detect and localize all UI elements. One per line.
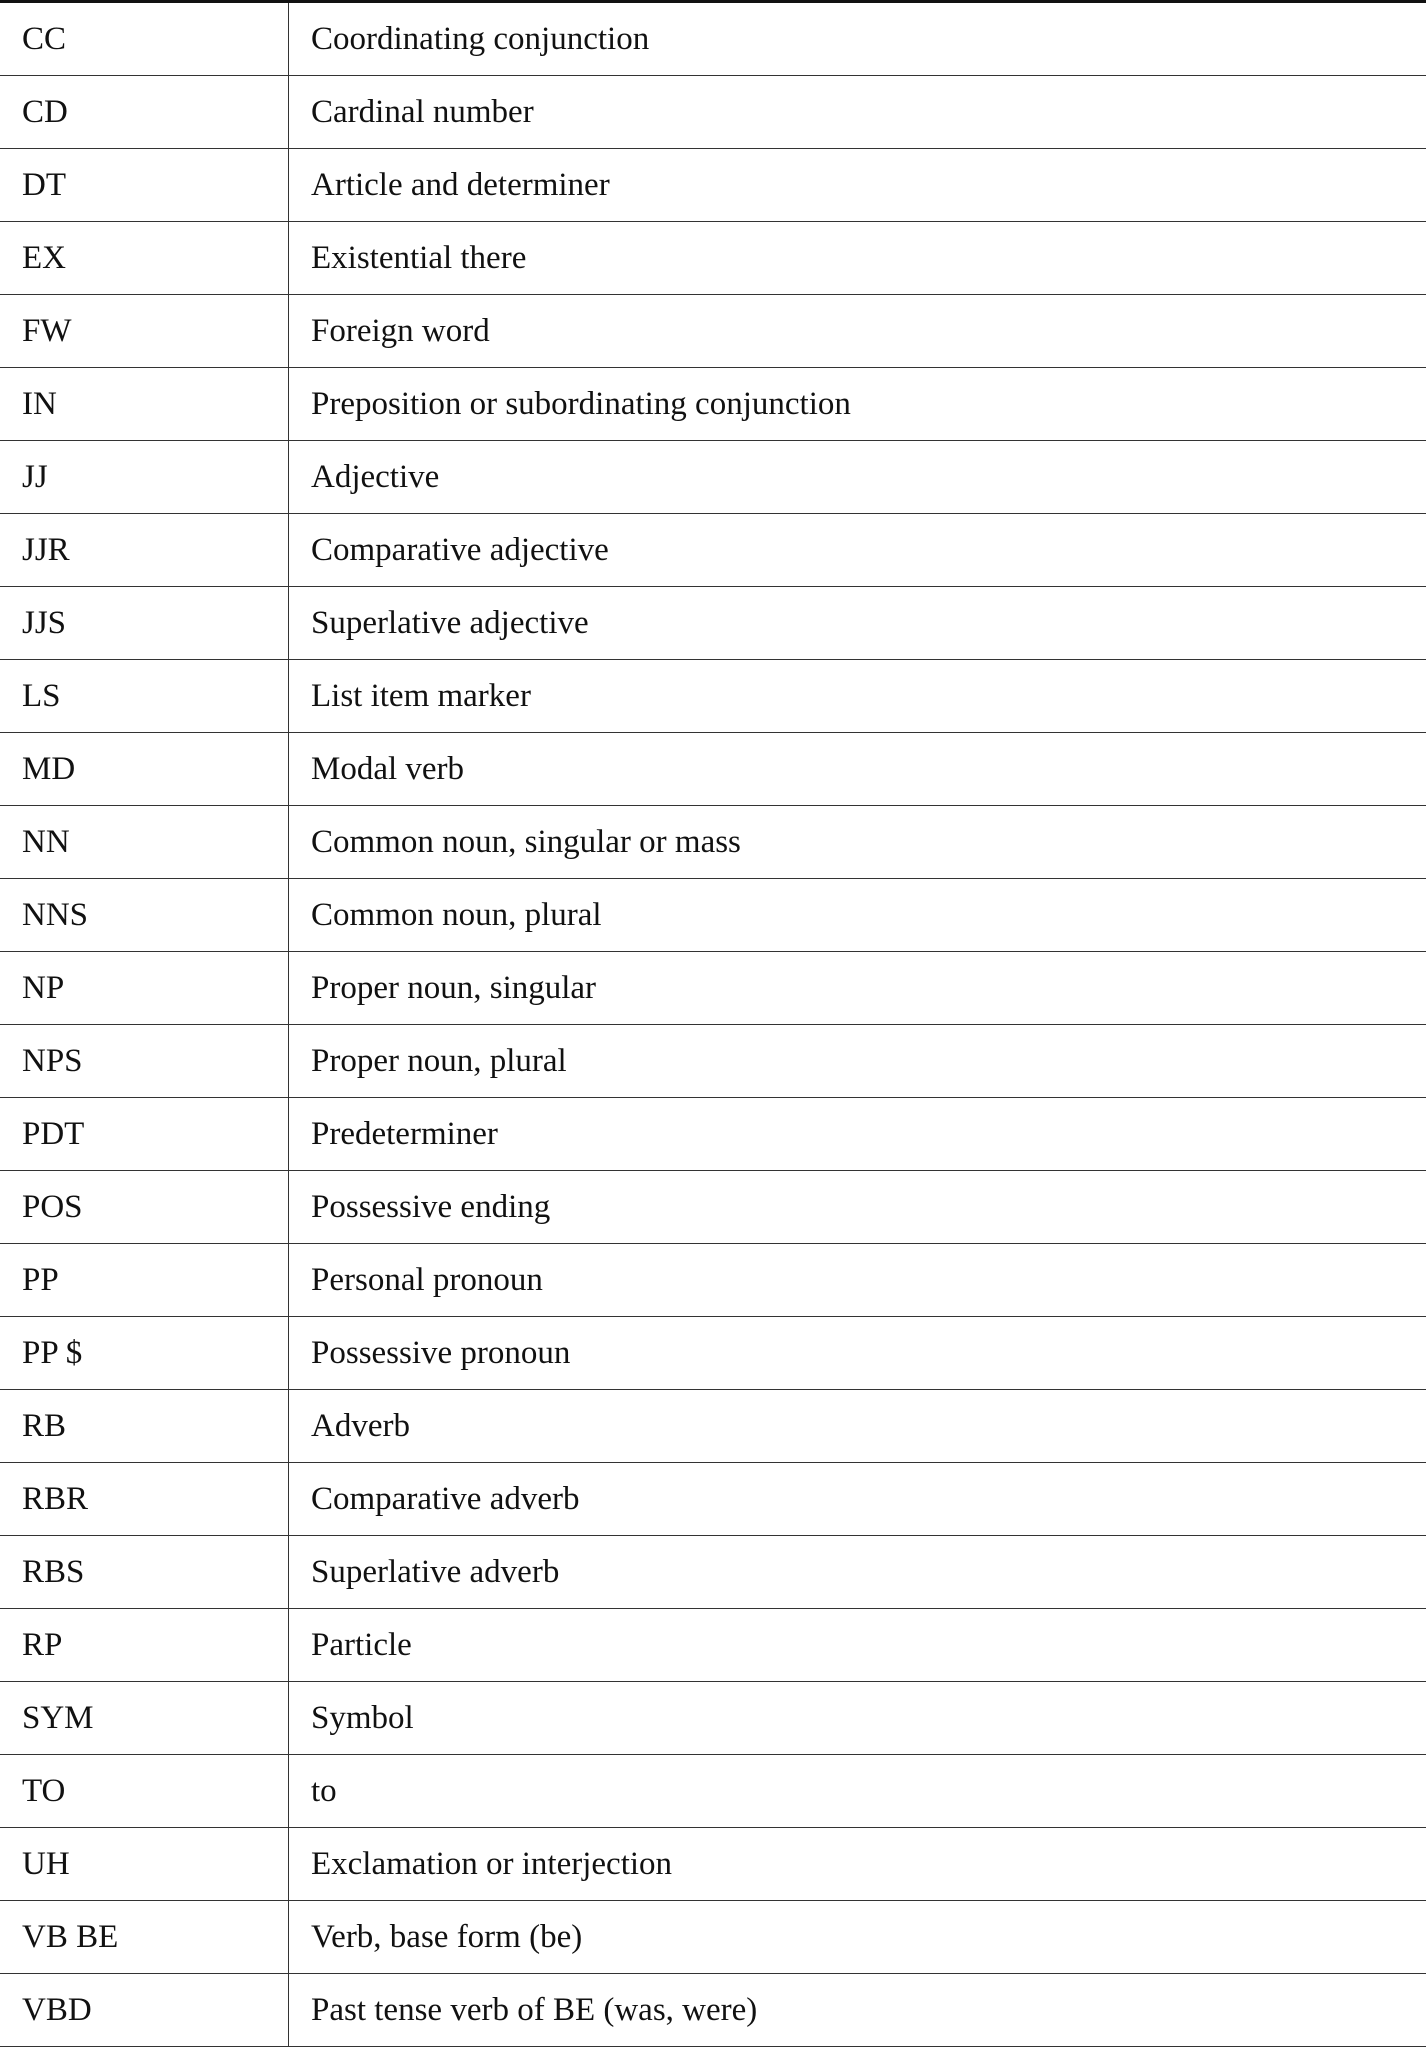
tag-cell: JJ bbox=[0, 441, 289, 514]
tag-cell: VBD bbox=[0, 1974, 289, 2047]
tag-cell: SYM bbox=[0, 1682, 289, 1755]
description-cell: List item marker bbox=[289, 660, 1426, 733]
tag-cell: LS bbox=[0, 660, 289, 733]
description-cell: Proper noun, plural bbox=[289, 1025, 1426, 1098]
description-cell: Adverb bbox=[289, 1390, 1426, 1463]
tag-cell: NN bbox=[0, 806, 289, 879]
description-cell: Adjective bbox=[289, 441, 1426, 514]
table-row bbox=[0, 1828, 1426, 1901]
tag-cell: UH bbox=[0, 1828, 289, 1901]
table-row bbox=[0, 1390, 1426, 1463]
table-row bbox=[0, 1974, 1426, 2047]
tag-cell: CC bbox=[0, 2, 289, 76]
description-cell: Coordinating conjunction bbox=[289, 2, 1426, 76]
description-cell: Foreign word bbox=[289, 295, 1426, 368]
description-cell: Symbol bbox=[289, 1682, 1426, 1755]
tag-cell: RBR bbox=[0, 1463, 289, 1536]
table-row bbox=[0, 441, 1426, 514]
table-row bbox=[0, 587, 1426, 660]
table-row bbox=[0, 222, 1426, 295]
tag-cell: MD bbox=[0, 733, 289, 806]
table-row bbox=[0, 295, 1426, 368]
tag-cell: CD bbox=[0, 76, 289, 149]
tag-cell: JJR bbox=[0, 514, 289, 587]
tag-cell: PP bbox=[0, 1244, 289, 1317]
table-row bbox=[0, 952, 1426, 1025]
description-cell: Proper noun, singular bbox=[289, 952, 1426, 1025]
description-cell: Possessive pronoun bbox=[289, 1317, 1426, 1390]
tag-cell: NNS bbox=[0, 879, 289, 952]
description-cell: Modal verb bbox=[289, 733, 1426, 806]
description-cell: to bbox=[289, 1755, 1426, 1828]
tag-cell: RP bbox=[0, 1609, 289, 1682]
table-row bbox=[0, 2, 1426, 76]
tag-cell: TO bbox=[0, 1755, 289, 1828]
description-cell: Personal pronoun bbox=[289, 1244, 1426, 1317]
tag-cell: PP $ bbox=[0, 1317, 289, 1390]
description-cell: Common noun, plural bbox=[289, 879, 1426, 952]
table-row bbox=[0, 733, 1426, 806]
tag-cell: NPS bbox=[0, 1025, 289, 1098]
tag-cell: RBS bbox=[0, 1536, 289, 1609]
tag-cell: EX bbox=[0, 222, 289, 295]
description-cell: Existential there bbox=[289, 222, 1426, 295]
table-row bbox=[0, 1609, 1426, 1682]
tag-cell: POS bbox=[0, 1171, 289, 1244]
table-row bbox=[0, 1244, 1426, 1317]
table-row bbox=[0, 660, 1426, 733]
tag-cell: PDT bbox=[0, 1098, 289, 1171]
tag-cell: FW bbox=[0, 295, 289, 368]
table-row bbox=[0, 1025, 1426, 1098]
description-cell: Past tense verb of BE (was, were) bbox=[289, 1974, 1426, 2047]
description-cell: Article and determiner bbox=[289, 149, 1426, 222]
description-cell: Preposition or subordinating conjunction bbox=[289, 368, 1426, 441]
table-row bbox=[0, 149, 1426, 222]
description-cell: Exclamation or interjection bbox=[289, 1828, 1426, 1901]
table-row bbox=[0, 76, 1426, 149]
description-cell: Comparative adjective bbox=[289, 514, 1426, 587]
table-row bbox=[0, 368, 1426, 441]
tag-cell: RB bbox=[0, 1390, 289, 1463]
description-cell: Superlative adverb bbox=[289, 1536, 1426, 1609]
table-row bbox=[0, 1171, 1426, 1244]
table-row bbox=[0, 1755, 1426, 1828]
table-row bbox=[0, 879, 1426, 952]
tag-cell: DT bbox=[0, 149, 289, 222]
description-cell: Verb, base form (be) bbox=[289, 1901, 1426, 1974]
tag-cell: IN bbox=[0, 368, 289, 441]
table-row bbox=[0, 514, 1426, 587]
tag-cell: NP bbox=[0, 952, 289, 1025]
table-row bbox=[0, 1536, 1426, 1609]
description-cell: Predeterminer bbox=[289, 1098, 1426, 1171]
table-row bbox=[0, 1098, 1426, 1171]
description-cell: Common noun, singular or mass bbox=[289, 806, 1426, 879]
tag-cell: JJS bbox=[0, 587, 289, 660]
description-cell: Superlative adjective bbox=[289, 587, 1426, 660]
description-cell: Cardinal number bbox=[289, 76, 1426, 149]
description-cell: Possessive ending bbox=[289, 1171, 1426, 1244]
description-cell: Comparative adverb bbox=[289, 1463, 1426, 1536]
description-cell: Particle bbox=[289, 1609, 1426, 1682]
table-row bbox=[0, 806, 1426, 879]
table-row bbox=[0, 1901, 1426, 1974]
table-row bbox=[0, 1317, 1426, 1390]
tag-cell: VB BE bbox=[0, 1901, 289, 1974]
table-row bbox=[0, 1463, 1426, 1536]
table-row bbox=[0, 1682, 1426, 1755]
